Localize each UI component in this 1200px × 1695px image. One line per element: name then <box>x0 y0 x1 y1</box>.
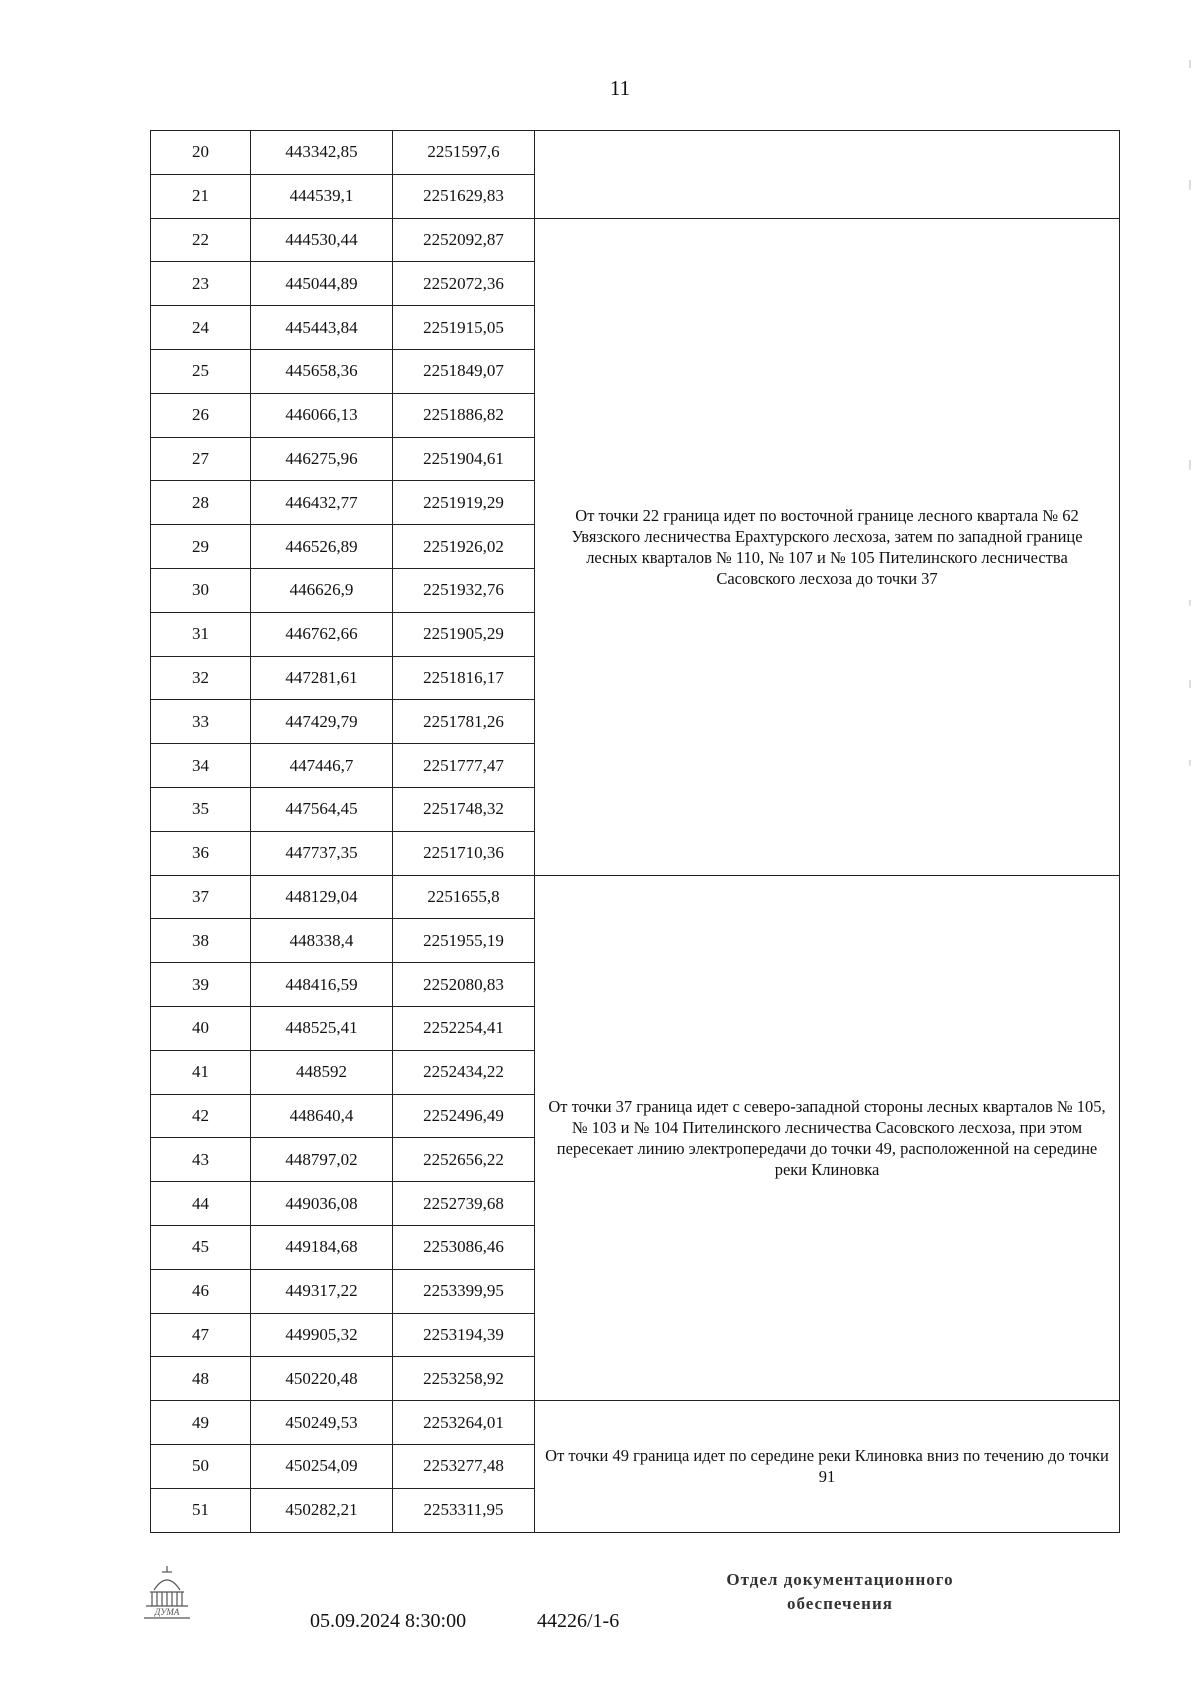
y-coordinate-cell: 2251816,17 <box>393 656 535 700</box>
point-number-cell: 34 <box>151 744 251 788</box>
x-coordinate-cell: 443342,85 <box>251 131 393 175</box>
y-coordinate-cell: 2253399,95 <box>393 1269 535 1313</box>
x-coordinate-cell: 446526,89 <box>251 525 393 569</box>
y-coordinate-cell: 2252072,36 <box>393 262 535 306</box>
point-number-cell: 38 <box>151 919 251 963</box>
point-number-cell: 46 <box>151 1269 251 1313</box>
point-number-cell: 23 <box>151 262 251 306</box>
point-number-cell: 35 <box>151 787 251 831</box>
x-coordinate-cell: 448797,02 <box>251 1138 393 1182</box>
x-coordinate-cell: 449317,22 <box>251 1269 393 1313</box>
y-coordinate-cell: 2252434,22 <box>393 1050 535 1094</box>
x-coordinate-cell: 450220,48 <box>251 1357 393 1401</box>
y-coordinate-cell: 2251748,32 <box>393 787 535 831</box>
point-number-cell: 29 <box>151 525 251 569</box>
table-row <box>151 875 1120 919</box>
y-coordinate-cell: 2251781,26 <box>393 700 535 744</box>
point-number-cell: 28 <box>151 481 251 525</box>
y-coordinate-cell: 2251904,61 <box>393 437 535 481</box>
x-coordinate-cell: 450282,21 <box>251 1488 393 1532</box>
point-number-cell: 24 <box>151 306 251 350</box>
y-coordinate-cell: 2252656,22 <box>393 1138 535 1182</box>
x-coordinate-cell: 449036,08 <box>251 1182 393 1226</box>
x-coordinate-cell: 446432,77 <box>251 481 393 525</box>
x-coordinate-cell: 446626,9 <box>251 568 393 612</box>
y-coordinate-cell: 2253264,01 <box>393 1401 535 1445</box>
y-coordinate-cell: 2252739,68 <box>393 1182 535 1226</box>
x-coordinate-cell: 448129,04 <box>251 875 393 919</box>
y-coordinate-cell: 2251932,76 <box>393 568 535 612</box>
y-coordinate-cell: 2251710,36 <box>393 831 535 875</box>
y-coordinate-cell: 2253277,48 <box>393 1444 535 1488</box>
x-coordinate-cell: 449184,68 <box>251 1225 393 1269</box>
point-number-cell: 43 <box>151 1138 251 1182</box>
point-number-cell: 40 <box>151 1006 251 1050</box>
y-coordinate-cell: 2253086,46 <box>393 1225 535 1269</box>
svg-text:ДУМА: ДУМА <box>154 1607 180 1617</box>
x-coordinate-cell: 445658,36 <box>251 349 393 393</box>
point-number-cell: 39 <box>151 963 251 1007</box>
point-number-cell: 25 <box>151 349 251 393</box>
boundary-description-cell: От точки 37 граница идет с северо-западной стороны лесных кварталов № 105, № 103 и № 104 Пителинского лесничества Сасовского лесхоза, при этом пересекает линию электропередачи до точки 49, расположенной на середине реки Клиновка <box>535 875 1120 1401</box>
y-coordinate-cell: 2253194,39 <box>393 1313 535 1357</box>
point-number-cell: 49 <box>151 1401 251 1445</box>
point-number-cell: 30 <box>151 568 251 612</box>
x-coordinate-cell: 444530,44 <box>251 218 393 262</box>
x-coordinate-cell: 447281,61 <box>251 656 393 700</box>
point-number-cell: 41 <box>151 1050 251 1094</box>
x-coordinate-cell: 446066,13 <box>251 393 393 437</box>
x-coordinate-cell: 445443,84 <box>251 306 393 350</box>
department-line-2: обеспечения <box>787 1594 893 1613</box>
boundary-description-cell: От точки 22 граница идет по восточной границе лесного квартала № 62 Увязского лесничества Ерахтурского лесхоза, затем по западной границе лесных кварталов № 110, № 107 и № 105 Пителинского лесничества Сасовского лесхоза до точки 37 <box>535 218 1120 875</box>
x-coordinate-cell: 448338,4 <box>251 919 393 963</box>
point-number-cell: 27 <box>151 437 251 481</box>
x-coordinate-cell: 450254,09 <box>251 1444 393 1488</box>
point-number-cell: 45 <box>151 1225 251 1269</box>
point-number-cell: 48 <box>151 1357 251 1401</box>
y-coordinate-cell: 2251655,8 <box>393 875 535 919</box>
point-number-cell: 32 <box>151 656 251 700</box>
department-stamp <box>690 1568 990 1616</box>
y-coordinate-cell: 2251629,83 <box>393 174 535 218</box>
boundary-coordinates-table <box>150 130 1120 1533</box>
y-coordinate-cell: 2251919,29 <box>393 481 535 525</box>
y-coordinate-cell: 2251915,05 <box>393 306 535 350</box>
x-coordinate-cell: 447446,7 <box>251 744 393 788</box>
x-coordinate-cell: 450249,53 <box>251 1401 393 1445</box>
table-row <box>151 1401 1120 1445</box>
x-coordinate-cell: 446762,66 <box>251 612 393 656</box>
y-coordinate-cell: 2251777,47 <box>393 744 535 788</box>
point-number-cell: 21 <box>151 174 251 218</box>
page-number: 11 <box>609 76 631 100</box>
point-number-cell: 20 <box>151 131 251 175</box>
point-number-cell: 51 <box>151 1488 251 1532</box>
y-coordinate-cell: 2251926,02 <box>393 525 535 569</box>
x-coordinate-cell: 449905,32 <box>251 1313 393 1357</box>
point-number-cell: 26 <box>151 393 251 437</box>
x-coordinate-cell: 448525,41 <box>251 1006 393 1050</box>
x-coordinate-cell: 445044,89 <box>251 262 393 306</box>
point-number-cell: 22 <box>151 218 251 262</box>
x-coordinate-cell: 444539,1 <box>251 174 393 218</box>
x-coordinate-cell: 448416,59 <box>251 963 393 1007</box>
y-coordinate-cell: 2253311,95 <box>393 1488 535 1532</box>
margin-marks <box>1186 40 1194 940</box>
x-coordinate-cell: 448640,4 <box>251 1094 393 1138</box>
department-line-1: Отдел документационного <box>726 1570 954 1589</box>
y-coordinate-cell: 2251955,19 <box>393 919 535 963</box>
point-number-cell: 47 <box>151 1313 251 1357</box>
boundary-description-cell: От точки 49 граница идет по середине реки Клиновка вниз по течению до точки 91 <box>535 1401 1120 1532</box>
print-timestamp: 05.09.2024 8:30:00 <box>310 1610 467 1632</box>
document-number: 44226/1-6 <box>537 1610 620 1632</box>
point-number-cell: 44 <box>151 1182 251 1226</box>
boundary-description-cell <box>535 131 1120 219</box>
x-coordinate-cell: 448592 <box>251 1050 393 1094</box>
y-coordinate-cell: 2251905,29 <box>393 612 535 656</box>
table-row <box>151 218 1120 262</box>
table-row <box>151 131 1120 175</box>
y-coordinate-cell: 2252080,83 <box>393 963 535 1007</box>
y-coordinate-cell: 2252092,87 <box>393 218 535 262</box>
point-number-cell: 31 <box>151 612 251 656</box>
y-coordinate-cell: 2253258,92 <box>393 1357 535 1401</box>
point-number-cell: 37 <box>151 875 251 919</box>
duma-logo-icon <box>140 1562 194 1620</box>
y-coordinate-cell: 2252254,41 <box>393 1006 535 1050</box>
point-number-cell: 33 <box>151 700 251 744</box>
point-number-cell: 50 <box>151 1444 251 1488</box>
x-coordinate-cell: 447564,45 <box>251 787 393 831</box>
y-coordinate-cell: 2252496,49 <box>393 1094 535 1138</box>
point-number-cell: 36 <box>151 831 251 875</box>
x-coordinate-cell: 447737,35 <box>251 831 393 875</box>
x-coordinate-cell: 446275,96 <box>251 437 393 481</box>
x-coordinate-cell: 447429,79 <box>251 700 393 744</box>
point-number-cell: 42 <box>151 1094 251 1138</box>
y-coordinate-cell: 2251886,82 <box>393 393 535 437</box>
y-coordinate-cell: 2251849,07 <box>393 349 535 393</box>
y-coordinate-cell: 2251597,6 <box>393 131 535 175</box>
